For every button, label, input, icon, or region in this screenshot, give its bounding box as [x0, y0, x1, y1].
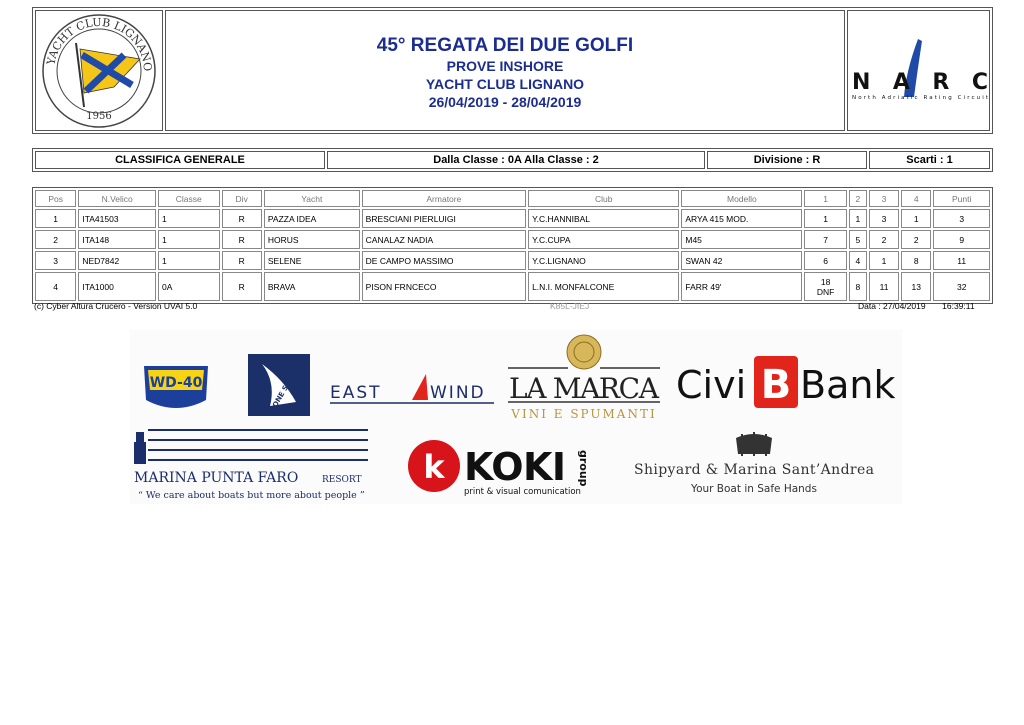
col-header-race-1: 1 — [804, 190, 846, 207]
document-code: K85L-JIEJ — [550, 301, 590, 311]
cell-club: Y.C.LIGNANO — [528, 251, 679, 270]
table-header-row — [35, 190, 990, 207]
regatta-title: 45° REGATA DEI DUE GOLFI — [376, 35, 634, 56]
info-bar — [32, 148, 993, 172]
cell-armatore: BRESCIANI PIERLUIGI — [362, 209, 526, 228]
col-header-race-2: 2 — [849, 190, 867, 207]
cell-yacht: SELENE — [264, 251, 360, 270]
cell-velico: ITA1000 — [78, 272, 156, 301]
division-label: Divisione : R — [707, 151, 867, 169]
narc-logo-subtitle: North Adriatic Rating Circuit — [852, 95, 988, 101]
cell-velico: NED7842 — [78, 251, 156, 270]
cell-race-1 — [804, 209, 846, 228]
cell-pos: 2 — [35, 230, 76, 249]
cell-yacht: PAZZA IDEA — [264, 209, 360, 228]
race-1-score: 1 — [823, 213, 828, 224]
cell-classe: 1 — [158, 251, 220, 270]
cell-armatore: PISON FRNCECO — [362, 272, 526, 301]
koki-logo-icon — [406, 434, 596, 500]
cell-race-3: 3 — [869, 209, 899, 228]
race-1-status: DNF — [816, 286, 835, 297]
svg-text:k: k — [423, 448, 445, 486]
table-row — [35, 209, 990, 228]
lamarca-subtitle: VINI E SPUMANTI — [511, 407, 657, 421]
software-credit: (c) Cyber Altura Crucero - Version UVAI 5.0 — [34, 301, 198, 311]
santandrea-tagline: Your Boat in Safe Hands — [691, 483, 817, 495]
col-header-race-3: 3 — [869, 190, 899, 207]
col-header-club: Club — [528, 190, 679, 207]
cell-velico: ITA148 — [78, 230, 156, 249]
title-cell — [165, 10, 845, 131]
cell-race-3: 2 — [869, 230, 899, 249]
cell-race-4: 1 — [901, 209, 931, 228]
print-time: 16:39:11 — [942, 301, 975, 311]
civibank-text-bank: Bank — [800, 363, 896, 407]
cell-armatore: CANALAZ NADIA — [362, 230, 526, 249]
col-header-yacht: Yacht — [264, 190, 360, 207]
cell-modello: SWAN 42 — [681, 251, 802, 270]
onesail-logo-icon — [248, 354, 310, 416]
regatta-club: YACHT CLUB LIGNANO — [425, 76, 585, 92]
cell-modello: FARR 49' — [681, 272, 802, 301]
cell-div: R — [222, 251, 262, 270]
cell-pos: 1 — [35, 209, 76, 228]
print-date-label: Data : 27/04/2019 — [858, 301, 926, 311]
cell-club: Y.C.CUPA — [528, 230, 679, 249]
cell-race-2: 4 — [849, 251, 867, 270]
cell-yacht: HORUS — [264, 230, 360, 249]
koki-logo-text: KOKI — [464, 445, 566, 489]
cell-div: R — [222, 209, 262, 228]
cell-race-4: 13 — [901, 272, 931, 301]
cell-punti: 9 — [933, 230, 990, 249]
cell-punti: 32 — [933, 272, 990, 301]
cell-race-1 — [804, 230, 846, 249]
cell-modello: M45 — [681, 230, 802, 249]
cell-yacht: BRAVA — [264, 272, 360, 301]
col-header-pos: Pos — [35, 190, 76, 207]
narc-logo-icon — [848, 11, 989, 130]
santandrea-logo-icon — [630, 428, 880, 498]
col-header-classe: Classe — [158, 190, 220, 207]
table-row — [35, 251, 990, 270]
cell-punti: 11 — [933, 251, 990, 270]
punta-faro-text: MARINA PUNTA FARO — [134, 470, 299, 486]
col-header-punti: Punti — [933, 190, 990, 207]
class-range-label: Dalla Classe : 0A Alla Classe : 2 — [327, 151, 705, 169]
cell-classe: 1 — [158, 230, 220, 249]
header-box — [32, 7, 993, 134]
cell-punti: 3 — [933, 209, 990, 228]
cell-classe: 1 — [158, 209, 220, 228]
table-row — [35, 272, 990, 301]
regatta-subtitle: PROVE INSHORE — [446, 58, 564, 74]
table-row — [35, 230, 990, 249]
onesail-logo-text: ONE SAIL — [271, 373, 297, 409]
print-date — [858, 301, 975, 311]
wd40-logo-text: WD-40 — [149, 375, 203, 391]
col-header-race-4: 4 — [901, 190, 931, 207]
cell-pos: 3 — [35, 251, 76, 270]
club-logo-year: 1956 — [86, 111, 112, 122]
cell-race-1 — [804, 272, 846, 301]
col-header-armatore: Armatore — [362, 190, 526, 207]
cell-race-2: 8 — [849, 272, 867, 301]
race-1-score: 7 — [823, 234, 828, 245]
classifica-label: CLASSIFICA GENERALE — [35, 151, 325, 169]
cell-div: R — [222, 272, 262, 301]
cell-race-1 — [804, 251, 846, 270]
cell-armatore: DE CAMPO MASSIMO — [362, 251, 526, 270]
cell-modello: ARYA 415 MOD. — [681, 209, 802, 228]
yacht-club-lignano-logo-icon — [36, 11, 162, 130]
punta-faro-tagline: “ We care about boats but more about people ” — [138, 490, 365, 501]
col-header-modello: Modello — [681, 190, 802, 207]
race-1-score: 6 — [823, 255, 828, 266]
club-logo-text: YACHT CLUB LIGNANO — [44, 15, 155, 72]
svg-text:B: B — [760, 362, 792, 408]
cell-race-4: 2 — [901, 230, 931, 249]
marina-punta-faro-logo-icon — [132, 426, 370, 504]
col-header-div: Div — [222, 190, 262, 207]
sponsor-banner — [130, 330, 902, 504]
cell-club: Y.C.HANNIBAL — [528, 209, 679, 228]
koki-group-text: group — [577, 450, 590, 487]
wd40-logo-icon — [140, 360, 212, 416]
club-logo-cell — [35, 10, 163, 131]
cell-race-3: 1 — [869, 251, 899, 270]
narc-logo-letters: NARC — [852, 70, 988, 95]
cell-pos: 4 — [35, 272, 76, 301]
cell-velico: ITA41503 — [78, 209, 156, 228]
lamarca-logo-text: LA MARCA — [509, 372, 659, 405]
cell-race-2: 5 — [849, 230, 867, 249]
civibank-text-civi: Civi — [676, 363, 747, 407]
cell-race-4: 8 — [901, 251, 931, 270]
lamarca-logo-icon — [504, 332, 664, 424]
narc-logo-cell — [847, 10, 990, 131]
cell-club: L.N.I. MONFALCONE — [528, 272, 679, 301]
regatta-dates: 26/04/2019 - 28/04/2019 — [428, 94, 582, 110]
santandrea-text: Shipyard & Marina Sant’Andrea — [634, 462, 874, 478]
results-table — [32, 187, 993, 304]
discards-label: Scarti : 1 — [869, 151, 990, 169]
col-header-velico: N.Velico — [78, 190, 156, 207]
cell-classe: 0A — [158, 272, 220, 301]
cell-race-2: 1 — [849, 209, 867, 228]
cell-race-3: 11 — [869, 272, 899, 301]
eastwind-text-wind: WIND — [430, 383, 486, 403]
race-1-score: 18 — [820, 276, 831, 287]
koki-subtitle: print & visual comunication — [464, 487, 581, 497]
eastwind-logo-icon — [328, 370, 498, 406]
cell-div: R — [222, 230, 262, 249]
eastwind-text-east: EAST — [330, 383, 382, 403]
civibank-logo-icon — [674, 352, 896, 412]
punta-faro-resort: RESORT — [322, 475, 362, 485]
